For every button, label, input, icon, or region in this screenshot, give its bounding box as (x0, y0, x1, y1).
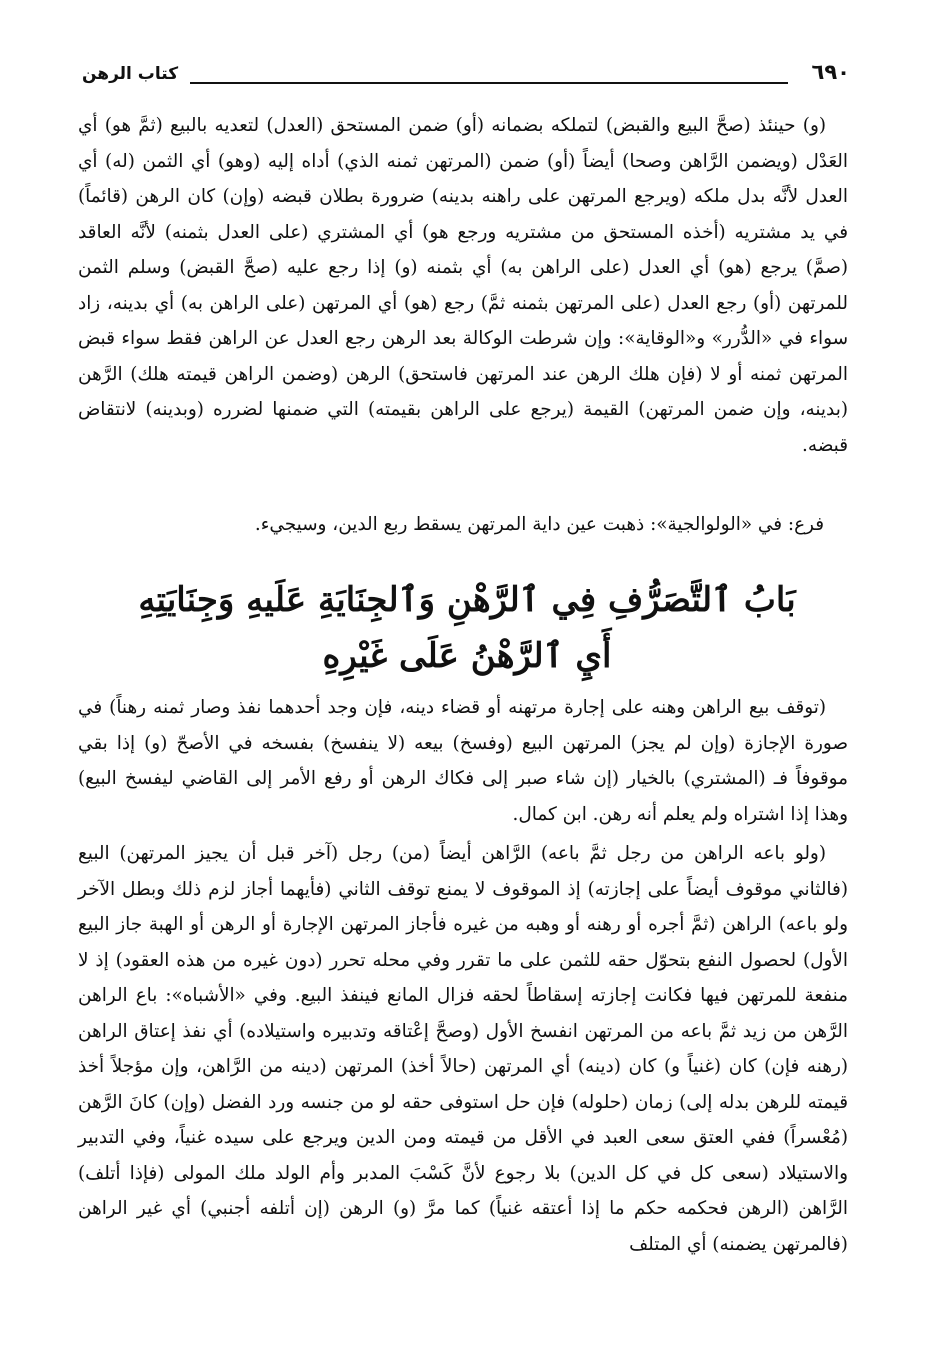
running-title: كتاب الرهن (82, 64, 179, 84)
text-block-1 (78, 108, 848, 463)
chapter-heading (78, 572, 856, 684)
paragraph: (و) حينئذ (صحَّ البيع والقبض) لتملكه بضمانه (أو) ضمن المستحق (العدل) لتعديه بالبيع (ثمَّ هو) أي العَدْل (ويضمن الرَّاهن وصحا) أيضاً (أو) ضمن (المرتهن ثمنه الذي) أداه إليه (وهو) أي الثمن (له) أي العدل لأنَّه بدل ملكه (ويرجع المرتهن على راهنه بدينه) ضرورة بطلان قبضه (وإن) كان الرهن (قائماً) في يد مشتريه (أخذه المستحق من مشتريه ورجع هو) أي المشتري (على العدل بثمنه) لأنَّه العاقد (صمَّ) يرجع (هو) أي العدل (على الراهن به) أي بثمنه (و) إذا رجع عليه (صحَّ القبض) وسلم الثمن للمرتهن (أو) رجع العدل (على المرتهن بثمنه ثمَّ) رجع (هو) أي المرتهن (على الراهن به) أي بدينه، زاد سواء في «الدُّرر» و«الوقاية»: وإن شرطت الوكالة بعد الرهن رجع العدل عن الراهن فقط سواء قبض المرتهن ثمنه أو لا (فإن هلك الرهن عند المرتهن فاستحق) الرهن (وضمن الراهن قيمته هلك) الرَّهن (بدينه، وإن ضمن المرتهن) القيمة (يرجع على الراهن بقيمته) التي ضمنها لضرره (وبدينه) لانتقاض قبضه. (78, 115, 848, 456)
text-block-2 (78, 690, 848, 1262)
paragraph: (ولو باعه الراهن من رجل ثمَّ باعه) الرَّاهن أيضاً (من) رجل (آخر قبل أن يجيز المرتهن) البيع (فالثاني موقوف أيضاً على إجازته) إذ الموقوف لا يمنع توقف الثاني (فأيهما أجاز لزم ذلك وبطل الآخر ولو باعه) الراهن (ثمَّ أجره أو رهنه أو وهبه من غيره فأجاز المرتهن الإجارة أو الرهن أو الهبة جاز البيع الأول) لحصول النفع بتحوّل حقه للثمن على ما تقرر وفي محله تحرر (دون غيره من هذه العقود) إذ لا منفعة للمرتهن فيها فكانت إجازته إسقاطاً لحقه فزال المانع فينفذ البيع. وفي «الأشباه»: باع الراهن الرَّهن من زيد ثمَّ باعه من المرتهن انفسخ الأول (وصحَّ إعْتاقه وتدبيره واستيلاده) أي نفذ إعتاق الراهن (رهنه فإن) كان (غنياً و) كان (دينه) أي المرتهن (حالاً أخذ) المرتهن (دينه من الرَّاهن، وإن مؤجلاً أخذ قيمته للرهن بدله إلى) زمان (حلوله) فإن حل استوفى حقه لو من جنسه ورد الفضل (وإن) كانَ الرَّهن (مُعْسراً) ففي العتق سعى العبد في الأقل من قيمته ومن الدين ويرجع على سيده غنياً، وفي التدبير والاستيلاد (سعى كل في كل الدين) بلا رجوع لأنَّ كَسْبَ المدبر وأم الولد ملك المولى (فإذا أتلف) الرَّاهن (الرهن فحكمه حكم ما إذا أعتقه غنياً) كما مرَّ (و) الرهن (إن أتلفه أجنبي) أي غير الراهن (فالمرتهن يضمنه) أي المتلف (78, 843, 848, 1255)
paragraph: (توقف بيع الراهن وهنه على إجارة مرتهنه أو قضاء دينه، فإن وجد أحدهما نفذ وصار ثمنه رهناً) في صورة الإجازة (وإن لم يجز) المرتهن البيع (وفسخ) بيعه (لا ينفسخ) بفسخه في الأصحّ (و) إذا بقي موقوفاً فـ (المشتري) بالخيار (إن شاء صبر إلى فكاك الرهن أو رفع الأمر إلى القاضي ليفسخ البيع) وهذا إذا اشتراه ولم يعلم أنه رهن. ابن كمال. (78, 697, 848, 825)
page-number: ٦٩٠ (811, 60, 850, 84)
chapter-title-line-1: بَابُ ٱلتَّصَرُّفِ فِي ٱلرَّهْنِ وَٱلجِنَايَةِ عَلَيهِ وَجِنَايَتِهِ (138, 580, 796, 620)
note-far: فرع: في «الولوالجية»: ذهبت عين داية المرتهن يسقط ربع الدين، وسيجيء. (254, 514, 824, 535)
page-header (78, 58, 856, 98)
header-divider (190, 82, 788, 84)
chapter-title-line-2: أَيِ ٱلرَّهْنُ عَلَى غَيْرِهِ (322, 636, 612, 676)
